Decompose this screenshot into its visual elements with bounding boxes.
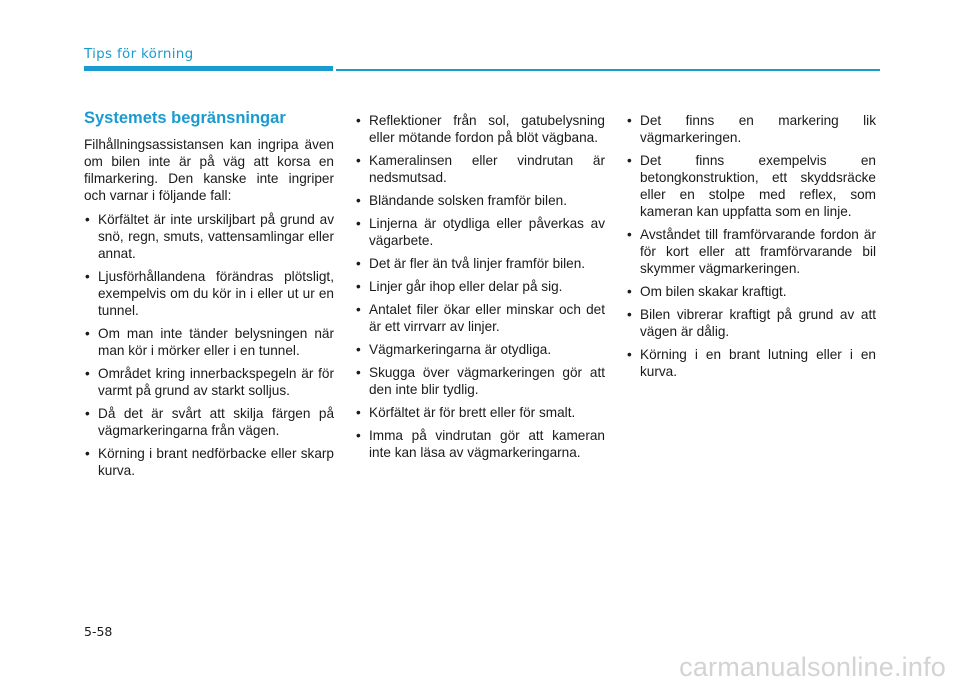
section-heading: Systemets begränsningar (84, 109, 286, 127)
bullet-item (355, 341, 605, 358)
bullet-item (84, 268, 334, 319)
bullet-item (626, 283, 876, 300)
bullet-icon: • (356, 216, 361, 231)
bullet-icon: • (85, 366, 90, 381)
bullet-item (84, 211, 334, 262)
bullet-list (84, 211, 334, 479)
bullet-item (626, 112, 876, 146)
bullet-icon: • (356, 365, 361, 380)
bullet-icon: • (85, 406, 90, 421)
bullet-item (84, 325, 334, 359)
bullet-item (355, 404, 605, 421)
bullet-text: Linjerna är otydliga eller påverkas av vägarbete. (369, 216, 605, 248)
bullet-icon: • (356, 405, 361, 420)
bullet-icon: • (85, 446, 90, 461)
bullet-icon: • (356, 256, 361, 271)
bullet-text: Vägmarkeringarna är otydliga. (369, 342, 552, 357)
bullet-text: Kameralinsen eller vindrutan är nedsmutsad. (369, 153, 605, 185)
bullet-text: Det finns exempelvis en betongkonstruktion, ett skyddsräcke eller en stolpe med reflex, som kameran kan uppfatta som en linje. (640, 153, 876, 219)
bullet-text: Skugga över vägmarkeringen gör att den inte blir tydlig. (369, 365, 605, 397)
bullet-item (626, 346, 876, 380)
bullet-list (355, 112, 605, 461)
bullet-icon: • (356, 279, 361, 294)
bullet-item (626, 306, 876, 340)
header-rule (336, 69, 880, 71)
bullet-item (626, 152, 876, 220)
bullet-text: Bilen vibrerar kraftigt på grund av att vägen är dålig. (640, 307, 876, 339)
bullet-text: Körfältet är för brett eller för smalt. (369, 405, 576, 420)
bullet-item (355, 301, 605, 335)
bullet-item (355, 255, 605, 272)
bullet-icon: • (356, 342, 361, 357)
bullet-item (355, 427, 605, 461)
section-title: Tips för körning (84, 46, 194, 62)
header-accent-bar (84, 66, 333, 71)
bullet-item (84, 445, 334, 479)
bullet-text: Linjer går ihop eller delar på sig. (369, 279, 563, 294)
bullet-icon: • (356, 193, 361, 208)
bullet-icon: • (627, 347, 632, 362)
bullet-text: Då det är svårt att skilja färgen på vägmarkeringarna från vägen. (98, 406, 334, 438)
bullet-item (355, 278, 605, 295)
bullet-item (355, 364, 605, 398)
bullet-text: Imma på vindrutan gör att kameran inte kan läsa av vägmarkeringarna. (369, 428, 605, 460)
bullet-item (355, 112, 605, 146)
intro-paragraph: Filhållningsassistansen kan ingripa även om bilen inte är på väg att korsa en filmarkering. Den kanske inte ingriper och varnar i följande fall: (84, 137, 334, 203)
bullet-text: Körning i en brant lutning eller i en kurva. (640, 347, 876, 379)
page-number: 5-58 (84, 624, 113, 639)
bullet-item (626, 226, 876, 277)
bullet-text: Ljusförhållandena förändras plötsligt, exempelvis om du kör in i eller ut ur en tunnel. (98, 269, 334, 318)
bullet-text: Antalet filer ökar eller minskar och det är ett virrvarr av linjer. (369, 302, 605, 334)
bullet-list (626, 112, 876, 380)
column-1 (84, 110, 334, 485)
watermark: carmanualsonline.info (679, 652, 946, 682)
bullet-text: Det finns en markering lik vägmarkeringen. (640, 113, 876, 145)
bullet-icon: • (85, 212, 90, 227)
bullet-item (84, 365, 334, 399)
bullet-icon: • (627, 113, 632, 128)
bullet-text: Om bilen skakar kraftigt. (640, 284, 787, 299)
bullet-icon: • (85, 269, 90, 284)
bullet-icon: • (627, 307, 632, 322)
bullet-item (355, 192, 605, 209)
bullet-text: Reflektioner från sol, gatubelysning eller mötande fordon på blöt vägbana. (369, 113, 605, 145)
column-2 (355, 112, 605, 467)
bullet-text: Körning i brant nedförbacke eller skarp kurva. (98, 446, 334, 478)
bullet-text: Bländande solsken framför bilen. (369, 193, 567, 208)
bullet-icon: • (356, 153, 361, 168)
column-3 (626, 112, 876, 386)
bullet-icon: • (627, 227, 632, 242)
bullet-icon: • (627, 153, 632, 168)
bullet-text: Körfältet är inte urskiljbart på grund av snö, regn, smuts, vattensamlingar eller annat. (98, 212, 334, 261)
bullet-text: Om man inte tänder belysningen när man kör i mörker eller i en tunnel. (98, 326, 334, 358)
bullet-icon: • (356, 113, 361, 128)
bullet-text: Området kring innerbackspegeln är för varmt på grund av starkt solljus. (98, 366, 334, 398)
bullet-icon: • (627, 284, 632, 299)
bullet-item (355, 152, 605, 186)
bullet-item (84, 405, 334, 439)
bullet-text: Avståndet till framförvarande fordon är för kort eller att framförvarande bil skymmer vägmarkeringen. (640, 227, 876, 276)
bullet-icon: • (356, 302, 361, 317)
bullet-text: Det är fler än två linjer framför bilen. (369, 256, 586, 271)
bullet-icon: • (85, 326, 90, 341)
bullet-item (355, 215, 605, 249)
bullet-icon: • (356, 428, 361, 443)
